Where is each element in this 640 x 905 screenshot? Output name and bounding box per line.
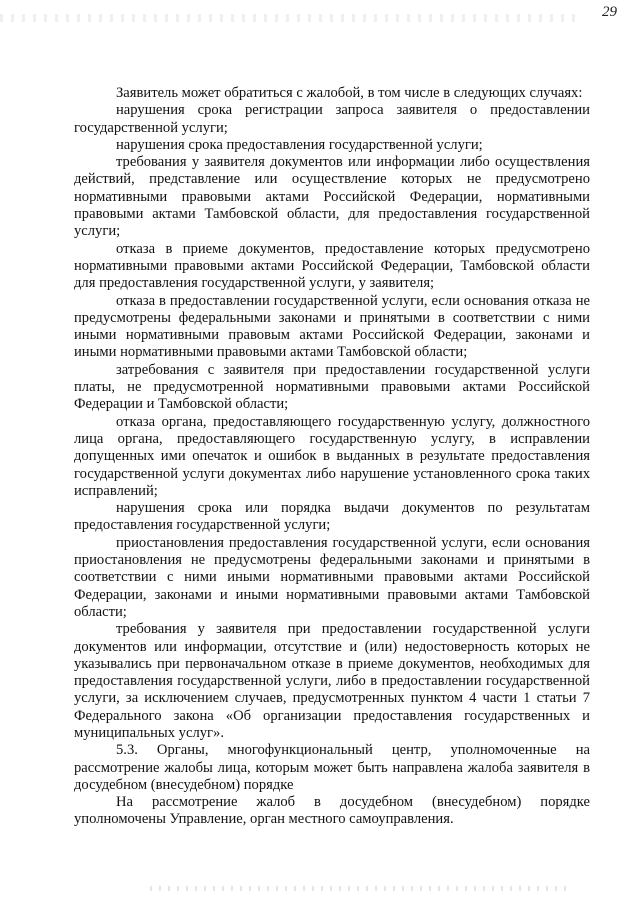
list-item: отказа в приеме документов, предоставление которых предусмотрено нормативными правовыми актами Российской Федерации, Тамбовской области для предоставления государственной услуги, у заявителя; — [74, 240, 590, 292]
document-body — [74, 85, 590, 829]
list-item: нарушения срока или порядка выдачи документов по результатам предоставления государственной услуги; — [74, 500, 590, 534]
list-item: требования у заявителя документов или информации либо осуществления действий, представление или осуществление которых не предусмотрено нормативными правовыми актами Российской Федерации, нормативными правовыми актами Тамбовской области, для предоставления государственной услуги; — [74, 154, 590, 240]
list-item: нарушения срока регистрации запроса заявителя о предоставлении государственной услуги; — [74, 102, 590, 136]
page-number: 29 — [602, 4, 617, 20]
section-heading: 5.3. Органы, многофункциональный центр, уполномоченные на рассмотрение жалобы лица, которым может быть направлена жалоба заявителя в досудебном (внесудебном) порядке — [74, 742, 590, 793]
list-item: отказа органа, предоставляющего государственную услугу, должностного лица органа, предоставляющего государственную услугу, в исправлении допущенных ими опечаток и ошибок в выданных в результате предоставления государственной услуги документах либо нарушение установленного срока таких исправлений; — [74, 413, 590, 499]
paragraph-intro: Заявитель может обратиться с жалобой, в том числе в следующих случаях: — [116, 85, 583, 101]
list-item: затребования с заявителя при предоставлении государственной услуги платы, не предусмотренной нормативными правовыми актами Российской Федерации и Тамбовской области; — [74, 361, 590, 413]
list-item: требования у заявителя при предоставлении государственной услуги документов или информации, отсутствие и (или) недостоверность которых не указывались при первоначальном отказе в приеме документов, необходимых для предоставления государственной услуги, либо в предоставлении государственной услуги, за исключением случаев, предусмотренных пунктом 4 части 1 статьи 7 Федерального закона «Об организации предоставления государственных и муниципальных услуг». — [74, 621, 590, 741]
paragraph: На рассмотрение жалоб в досудебном (внесудебном) порядке уполномочены Управление, орган местного самоуправления. — [74, 794, 590, 828]
list-item: нарушения срока предоставления государственной услуги; — [116, 136, 483, 153]
scan-artifact-bottom — [150, 886, 570, 891]
list-item: отказа в предоставлении государственной услуги, если основания отказа не предусмотрены федеральными законами и принятыми в соответствии с ними иными нормативными правовым актами Российской Федерации, законами и иными нормативными правовыми актами Тамбовской области; — [74, 292, 590, 361]
scan-artifact-top — [0, 14, 575, 22]
list-item: приостановления предоставления государственной услуги, если основания приостановления не предусмотрены федеральными законами и принятыми в соответствии с ними иными нормативными правовыми актами Российской Федерации, законами и иными нормативными правовыми актами Тамбовской области; — [74, 534, 590, 620]
